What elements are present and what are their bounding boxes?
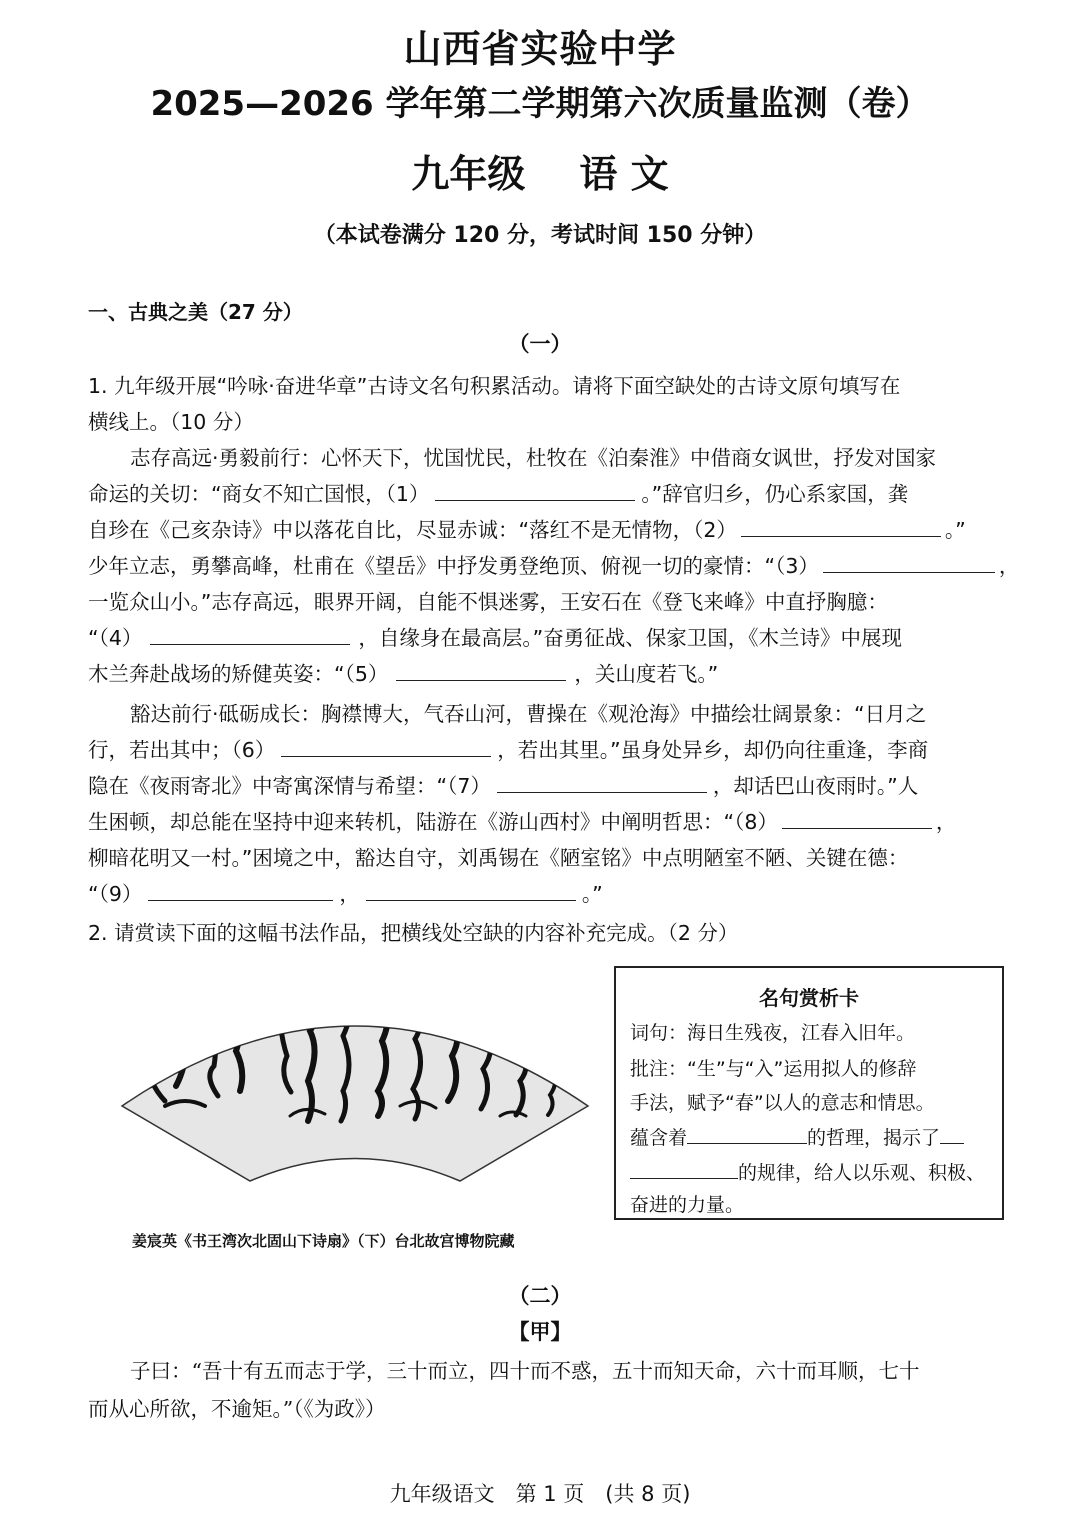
blank-4[interactable] (150, 624, 350, 645)
q1-para-5: 一览众山小。”志存高远，眼界开阔，自能不惧迷雾，王安石在《登飞来峰》中直抒胸臆： (88, 590, 888, 614)
blank-8[interactable] (782, 808, 932, 829)
card-line-1: 词句：海日生残夜，江春入旧年。 (630, 1022, 916, 1044)
q1-para-12: 柳暗花明又一村。”困境之中，豁达自守，刘禹锡在《陋室铭》中点明陋室不陋、关键在德： (88, 846, 909, 870)
text: ，自缘身在最高层。”奋勇征战、保家卫国，《木兰诗》中展现 (358, 626, 903, 650)
card-line-5 (630, 1158, 985, 1185)
text: 。” (944, 518, 966, 542)
q1-para-4 (88, 549, 1019, 579)
card-line-2: 批注：“生”与“入”运用拟人的修辞 (630, 1058, 917, 1080)
q1-para-10 (88, 769, 918, 799)
text: ，却话巴山夜雨时。”人 (712, 774, 919, 798)
blank-5[interactable] (396, 660, 566, 681)
text: ， (935, 810, 957, 834)
q1-para-2 (88, 477, 908, 507)
text: ， (339, 882, 360, 906)
calligraphy-fan-image (110, 966, 600, 1216)
exam-note: （本试卷满分 120 分，考试时间 150 分钟） (313, 223, 767, 248)
q1-para-13 (88, 877, 603, 907)
card-line-3: 手法，赋予“春”以人的意志和情思。 (630, 1092, 935, 1114)
subject: 语 文 (579, 152, 669, 196)
section-title: 一、古典之美（27 分） (88, 300, 303, 324)
blank-6[interactable] (281, 736, 491, 757)
q1-para-3 (88, 513, 966, 543)
text: 木兰奔赴战场的矫健英姿：“（5） (88, 662, 389, 686)
text: ，关山度若飞。” (574, 662, 719, 686)
part-one-heading: （一） (508, 332, 572, 356)
card-title: 名句赏析卡 (759, 986, 859, 1010)
text: 自珍在《己亥杂诗》中以落花自比，尽显赤诚：“落红不是无情物，（2） (88, 518, 737, 542)
passage-jia-label: 【甲】 (508, 1320, 572, 1344)
image-caption: 姜宸英《书王湾次北固山下诗扇》（下）台北故宫博物院藏 (132, 1232, 515, 1250)
q1-line-2: 横线上。（10 分） (88, 410, 254, 434)
text: 隐在《夜雨寄北》中寄寓深情与希望：“（7） (88, 774, 491, 798)
exam-title: 2025—2026 学年第二学期第六次质量监测（卷） (150, 84, 930, 124)
grade: 九年级 (411, 152, 526, 196)
passage-line-1: 子曰：“吾十有五而志于学，三十而立，四十而不惑，五十而知天命，六十而耳顺，七十 (130, 1359, 920, 1383)
text: 蕴含着 (630, 1127, 688, 1149)
q1-para-6 (88, 621, 902, 651)
blank-9a[interactable] (148, 880, 333, 901)
q1-line-1: 1. 九年级开展“吟咏·奋进华章”古诗文名句积累活动。请将下面空缺处的古诗文原句填写在 (88, 374, 901, 398)
fan-svg (110, 966, 600, 1216)
text: 。”辞官归乡，仍心系家国，龚 (641, 482, 909, 506)
q1-para-1: 志存高远·勇毅前行：心怀天下，忧国忧民，杜牧在《泊秦淮》中借商女讽世，抒发对国家 (130, 446, 937, 470)
q1-para-11 (88, 805, 956, 835)
text: 。” (581, 882, 603, 906)
text: “（4） (88, 626, 143, 650)
card-line-4 (630, 1123, 964, 1150)
text: 的哲理，揭示了 (807, 1127, 941, 1149)
page-footer: 九年级语文 第 1 页 (共 8 页) (389, 1482, 691, 1506)
grade-subject (0, 143, 1080, 198)
blank-9b[interactable] (366, 880, 576, 901)
card-blank-1[interactable] (687, 1125, 807, 1144)
blank-1[interactable] (435, 480, 635, 501)
text: 行，若出其中；（6） (88, 738, 276, 762)
text: ， (998, 554, 1020, 578)
q2-prompt: 2. 请赏读下面的这幅书法作品，把横线处空缺的内容补充完成。（2 分） (88, 921, 739, 945)
text: ，若出其里。”虽身处异乡，却仍向往重逢，李商 (497, 738, 929, 762)
q1-para-9 (88, 733, 928, 763)
text: “（9） (88, 882, 143, 906)
passage-line-2: 而从心所欲，不逾矩。”（《为政》） (88, 1397, 386, 1421)
quote-analysis-card (614, 966, 1004, 1220)
text: 命运的关切：“商女不知亡国恨，（1） (88, 482, 430, 506)
text: 的规律，给人以乐观、积极、 (738, 1162, 986, 1184)
card-blank-2b[interactable] (630, 1160, 738, 1179)
text: 生困顿，却总能在坚持中迎来转机，陆游在《游山西村》中阐明哲思：“（8） (88, 810, 778, 834)
blank-7[interactable] (497, 772, 707, 793)
part-two-heading: （二） (508, 1284, 572, 1308)
blank-2[interactable] (741, 516, 941, 537)
q1-para-7 (88, 657, 718, 687)
q1-para-8: 豁达前行·砥砺成长：胸襟博大，气吞山河，曹操在《观沧海》中描绘壮阔景象：“日月之 (130, 702, 927, 726)
school-title: 山西省实验中学 (403, 27, 677, 71)
card-line-6: 奋进的力量。 (630, 1194, 745, 1216)
text: 少年立志，勇攀高峰，杜甫在《望岳》中抒发勇登绝顶、俯视一切的豪情：“（3） (88, 554, 819, 578)
blank-3[interactable] (823, 552, 995, 573)
card-blank-2a[interactable] (940, 1125, 964, 1144)
